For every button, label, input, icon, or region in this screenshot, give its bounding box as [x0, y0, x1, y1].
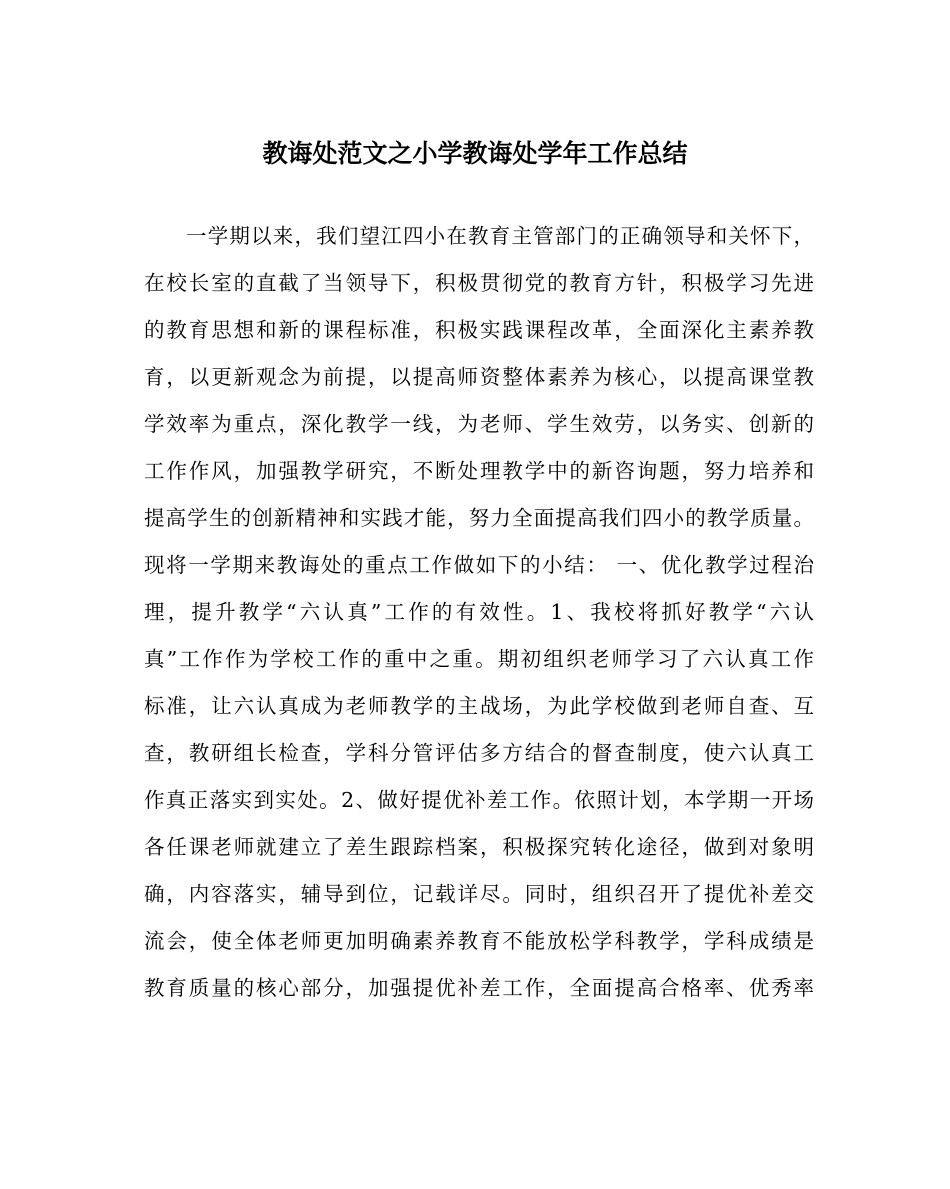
text-line: 在校长室的直截了当领导下，积极贯彻党的教育方针，积极学习先进	[144, 271, 814, 295]
document-body	[144, 218, 814, 1017]
text-line: 现将一学期来教诲处的重点工作做如下的小结： 一、优化教学过程治	[144, 553, 814, 577]
text-line: 的教育思想和新的课程标准，积极实践课程改革，全面深化主素养教	[144, 318, 814, 342]
document-title: 教诲处范文之小学教诲处学年工作总结	[262, 139, 688, 168]
text-line: 确，内容落实，辅导到位，记载详尽。同时，组织召开了提优补差交	[144, 882, 814, 906]
text-line: 一学期以来，我们望江四小在教育主管部门的正确领导和关怀下，	[186, 224, 814, 248]
text-line: 理，提升教学“六认真”工作的有效性。1、我校将抓好教学“六认	[144, 600, 814, 624]
text-line: 查，教研组长检查，学科分管评估多方结合的督查制度，使六认真工	[144, 741, 814, 765]
text-line: 学效率为重点，深化教学一线，为老师、学生效劳，以务实、创新的	[144, 412, 814, 436]
text-line: 流会，使全体老师更加明确素养教育不能放松学科教学，学科成绩是	[144, 929, 814, 953]
text-line: 提高学生的创新精神和实践才能，努力全面提高我们四小的教学质量。	[144, 506, 814, 530]
text-line: 各任课老师就建立了差生跟踪档案，积极探究转化途径，做到对象明	[144, 835, 814, 859]
text-line: 标准，让六认真成为老师教学的主战场，为此学校做到老师自查、互	[144, 694, 814, 718]
text-line: 工作作风，加强教学研究，不断处理教学中的新咨询题，努力培养和	[144, 459, 814, 483]
text-line: 真”工作作为学校工作的重中之重。期初组织老师学习了六认真工作	[144, 647, 814, 671]
text-line: 育，以更新观念为前提，以提高师资整体素养为核心，以提高课堂教	[144, 365, 814, 389]
text-line: 教育质量的核心部分，加强提优补差工作，全面提高合格率、优秀率	[144, 976, 814, 1000]
text-line: 作真正落实到实处。2、做好提优补差工作。依照计划，本学期一开场	[144, 788, 814, 812]
